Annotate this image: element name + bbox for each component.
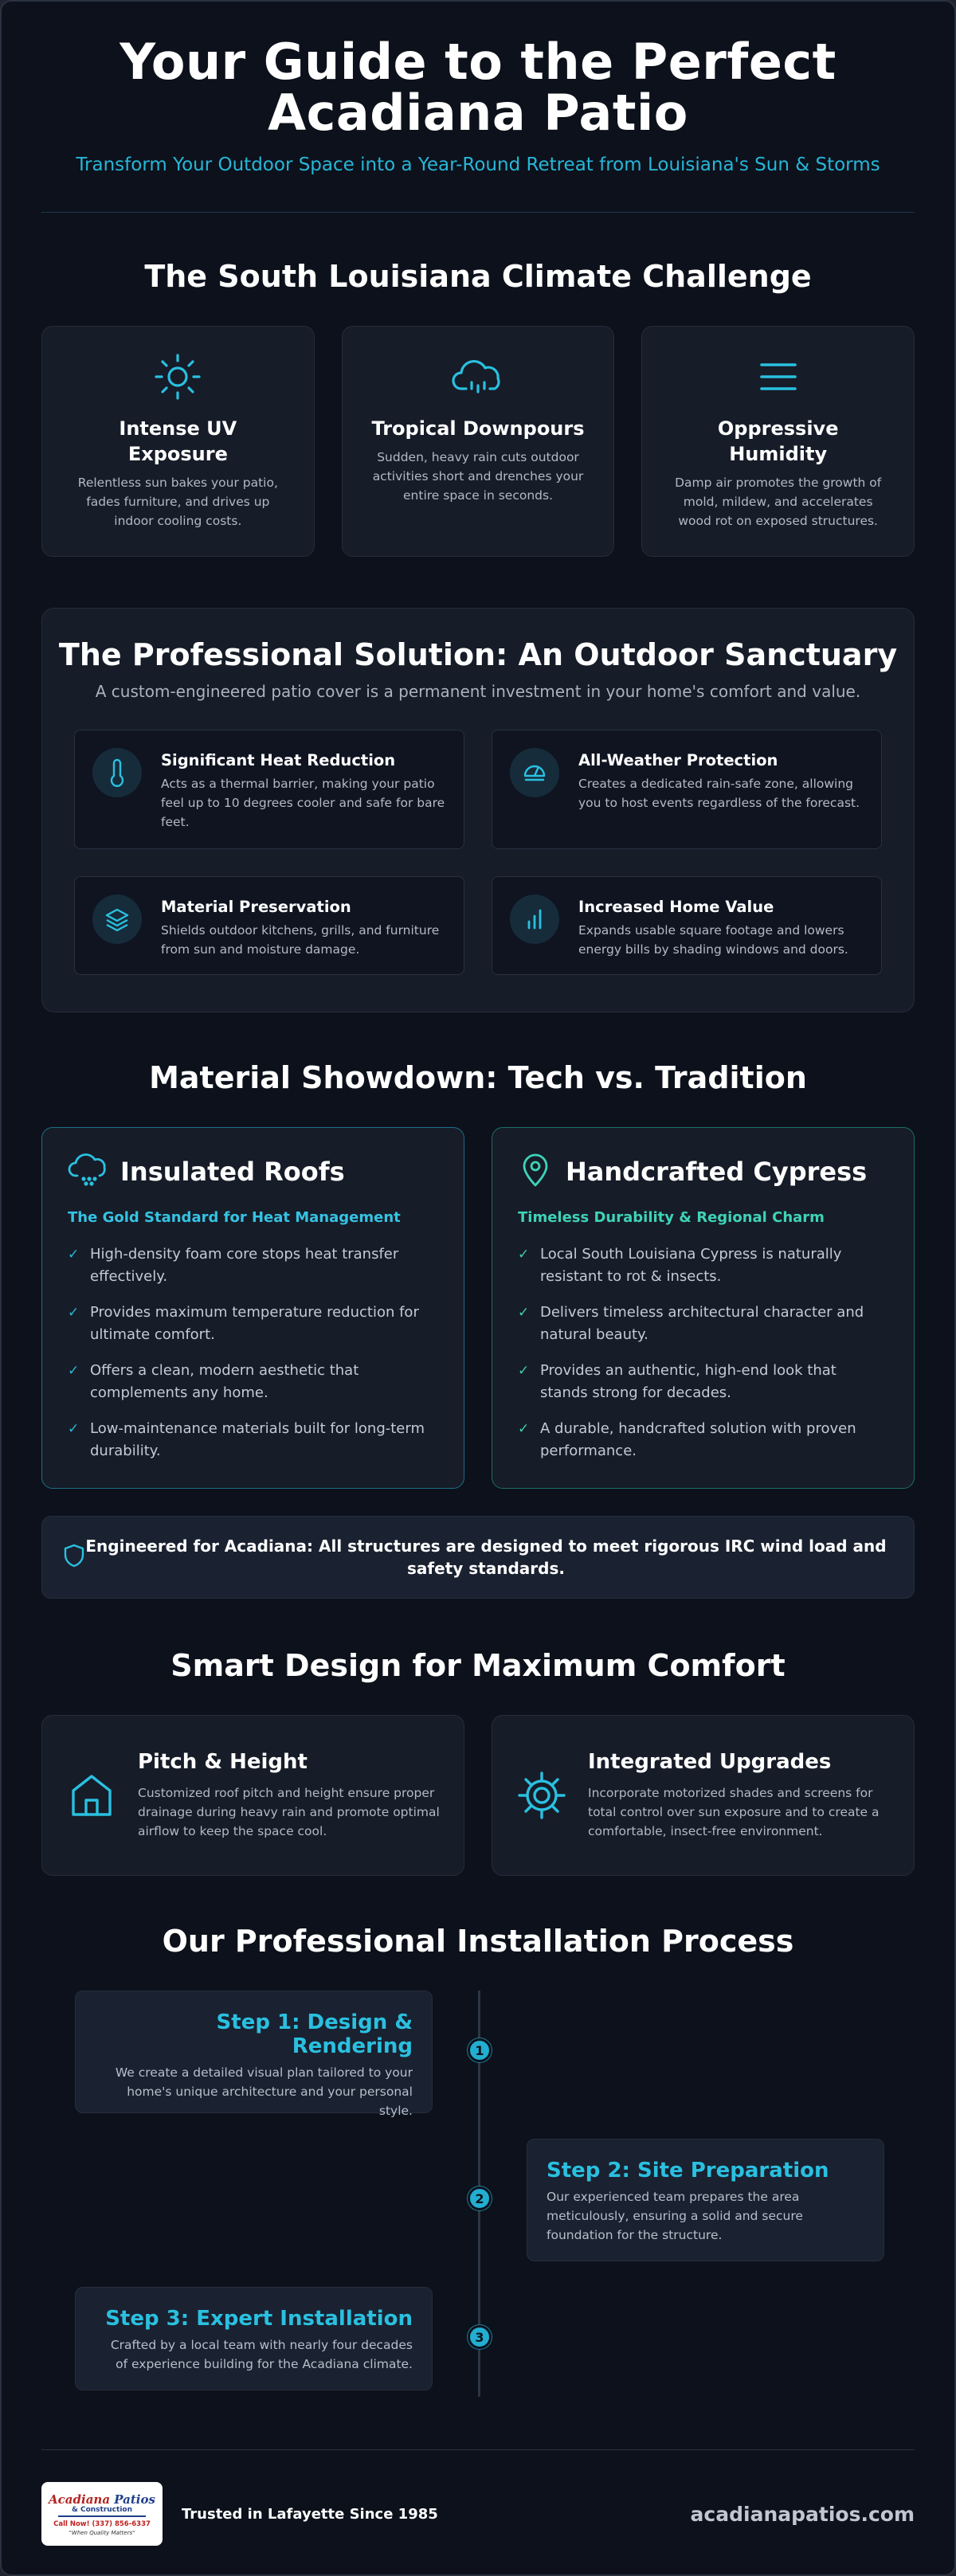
climate-card-text: Sudden, heavy rain cuts outdoor activities short and drenches your entire space in seconds.	[372, 450, 584, 503]
check-icon: ✓	[68, 1363, 80, 1379]
step-text: We create a detailed visual plan tailored to your home's unique architecture and your personal style.	[115, 2065, 413, 2118]
footer	[41, 2482, 915, 2546]
check-icon: ✓	[518, 1421, 530, 1437]
list-item: ✓ Provides an authentic, high-end look that stands strong for decades.	[518, 1360, 888, 1404]
standards-banner	[41, 1516, 915, 1599]
solution-item-text: Expands usable square footage and lowers energy bills by shading windows and doors.	[578, 923, 848, 957]
solution-item-text: Shields outdoor kitchens, grills, and furniture from sun and moisture damage.	[161, 923, 440, 957]
trust-statement: Trusted in Lafayette Since 1985	[182, 2505, 438, 2523]
sun-icon	[42, 350, 314, 403]
map-pin-icon	[518, 1152, 553, 1192]
menu-lines-icon	[642, 350, 914, 403]
step-text: Our experienced team prepares the area meticulously, ensuring a solid and secure foundation for the structure.	[547, 2190, 803, 2242]
solution-item-text: Creates a dedicated rain-safe zone, allowing you to host events regardless of the forecast.	[578, 777, 860, 810]
list-item: ✓ Local South Louisiana Cypress is naturally resistant to rot & insects.	[518, 1243, 888, 1288]
process-step-1	[75, 1991, 433, 2118]
list-item: ✓ Low-maintenance materials built for long-term durability.	[68, 1418, 438, 1462]
list-item: ✓ Offers a clean, modern aesthetic that complements any home.	[68, 1360, 438, 1404]
page-subtitle: Transform Your Outdoor Space into a Year-Round Retreat from Louisiana's Sun & Storms	[76, 155, 880, 175]
check-icon: ✓	[518, 1305, 530, 1321]
smart-card-text: Customized roof pitch and height ensure proper drainage during heavy rain and promote optimal airflow to keep the space cool.	[138, 1786, 440, 1838]
climate-card-uv	[41, 326, 315, 557]
standards-banner-text: Engineered for Acadiana: All structures are designed to meet rigorous IRC wind load and safety standards.	[85, 1537, 887, 1578]
climate-card-text: Relentless sun bakes your patio, fades furniture, and drives up indoor cooling costs.	[77, 476, 278, 528]
step-text: Crafted by a local team with nearly four decades of experience building for the Acadiana climate.	[110, 2338, 413, 2371]
solution-item-value	[492, 876, 882, 975]
solution-item-title: All-Weather Protection	[578, 751, 778, 769]
hero	[2, 2, 954, 175]
process-step-3	[75, 2287, 433, 2390]
smart-card-upgrades	[492, 1715, 915, 1876]
solution-item-text: Acts as a thermal barrier, making your patio feel up to 10 degrees cooler and safe for bare feet.	[161, 777, 445, 829]
step-number-badge: 1	[468, 2038, 492, 2062]
materials-section	[2, 1012, 954, 1599]
title-line-2: Acadiana Patio	[268, 84, 688, 142]
smart-design-section	[2, 1599, 954, 1876]
check-icon: ✓	[518, 1247, 530, 1263]
material-card-cypress	[492, 1127, 915, 1489]
gear-icon	[516, 1770, 567, 1821]
smart-card-text: Incorporate motorized shades and screens for total control over sun exposure and to create a comfortable, insect-free environment.	[588, 1786, 880, 1838]
process-section	[2, 1876, 954, 2397]
thermometer-icon	[92, 748, 142, 797]
material-card-tagline: The Gold Standard for Heat Management	[68, 1209, 401, 1226]
material-card-title: Handcrafted Cypress	[566, 1157, 868, 1187]
climate-card-title: Tropical Downpours	[371, 417, 585, 440]
page-title	[2, 33, 954, 142]
material-card-insulated	[41, 1127, 464, 1489]
step-title: Step 3: Expert Installation	[105, 2307, 413, 2331]
list-item: ✓ Provides maximum temperature reduction for ultimate comfort.	[68, 1302, 438, 1346]
list-item: ✓ A durable, handcrafted solution with proven performance.	[518, 1418, 888, 1462]
step-title: Step 1: Design & Rendering	[216, 2010, 413, 2058]
solution-lead: A custom-engineered patio cover is a permanent investment in your home's comfort and value.	[95, 682, 861, 701]
solution-item-title: Increased Home Value	[578, 898, 774, 916]
materials-title: Material Showdown: Tech vs. Tradition	[149, 1060, 807, 1095]
list-item: ✓ Delivers timeless architectural character and natural beauty.	[518, 1302, 888, 1346]
shield-icon	[63, 1543, 85, 1572]
solution-item-material	[74, 876, 464, 975]
check-icon: ✓	[68, 1305, 80, 1321]
smart-card-title: Integrated Upgrades	[588, 1750, 832, 1774]
company-logo[interactable]: Acadiana Patios & Construction Call Now! (337) 856-6337 "When Quality Matters"	[41, 2482, 163, 2546]
solution-title: The Professional Solution: An Outdoor Sanctuary	[58, 637, 898, 672]
process-timeline	[2, 1991, 954, 2397]
check-icon: ✓	[518, 1363, 530, 1379]
process-step-2	[527, 2139, 884, 2261]
solution-item-weather	[492, 730, 882, 849]
climate-card-title: Intense UV Exposure	[119, 417, 237, 465]
solution-item-title: Material Preservation	[161, 898, 351, 916]
material-points-list	[518, 1243, 888, 1462]
title-line-1: Your Guide to the Perfect	[120, 33, 836, 91]
cloud-snow-icon	[68, 1152, 108, 1192]
step-number-badge: 3	[468, 2325, 492, 2349]
step-number-badge: 2	[468, 2186, 492, 2210]
material-card-title: Insulated Roofs	[120, 1157, 345, 1187]
footer-divider	[41, 2449, 915, 2450]
solution-item-heat	[74, 730, 464, 849]
solution-section	[41, 608, 915, 1012]
climate-card-text: Damp air promotes the growth of mold, mildew, and accelerates wood rot on exposed structures.	[675, 476, 882, 528]
bar-chart-icon	[510, 895, 559, 944]
material-card-tagline: Timeless Durability & Regional Charm	[518, 1209, 825, 1226]
climate-card-rain	[342, 326, 615, 557]
check-icon: ✓	[68, 1247, 80, 1263]
smart-card-pitch	[41, 1715, 464, 1876]
climate-section	[2, 213, 954, 557]
climate-card-title: Oppressive Humidity	[717, 417, 839, 465]
check-icon: ✓	[68, 1421, 80, 1437]
home-icon	[66, 1771, 117, 1819]
smart-card-title: Pitch & Height	[138, 1750, 308, 1774]
website-link[interactable]: acadianapatios.com	[690, 2502, 915, 2526]
material-points-list	[68, 1243, 438, 1462]
step-title: Step 2: Site Preparation	[547, 2159, 829, 2183]
layers-icon	[92, 895, 142, 944]
solution-item-title: Significant Heat Reduction	[161, 751, 396, 769]
smart-design-title: Smart Design for Maximum Comfort	[170, 1648, 786, 1683]
climate-card-humidity	[641, 326, 915, 557]
process-title: Our Professional Installation Process	[162, 1924, 794, 1959]
umbrella-icon	[510, 748, 559, 797]
list-item: ✓ High-density foam core stops heat transfer effectively.	[68, 1243, 438, 1288]
climate-title: The South Louisiana Climate Challenge	[144, 259, 812, 294]
cloud-rain-icon	[343, 350, 614, 403]
